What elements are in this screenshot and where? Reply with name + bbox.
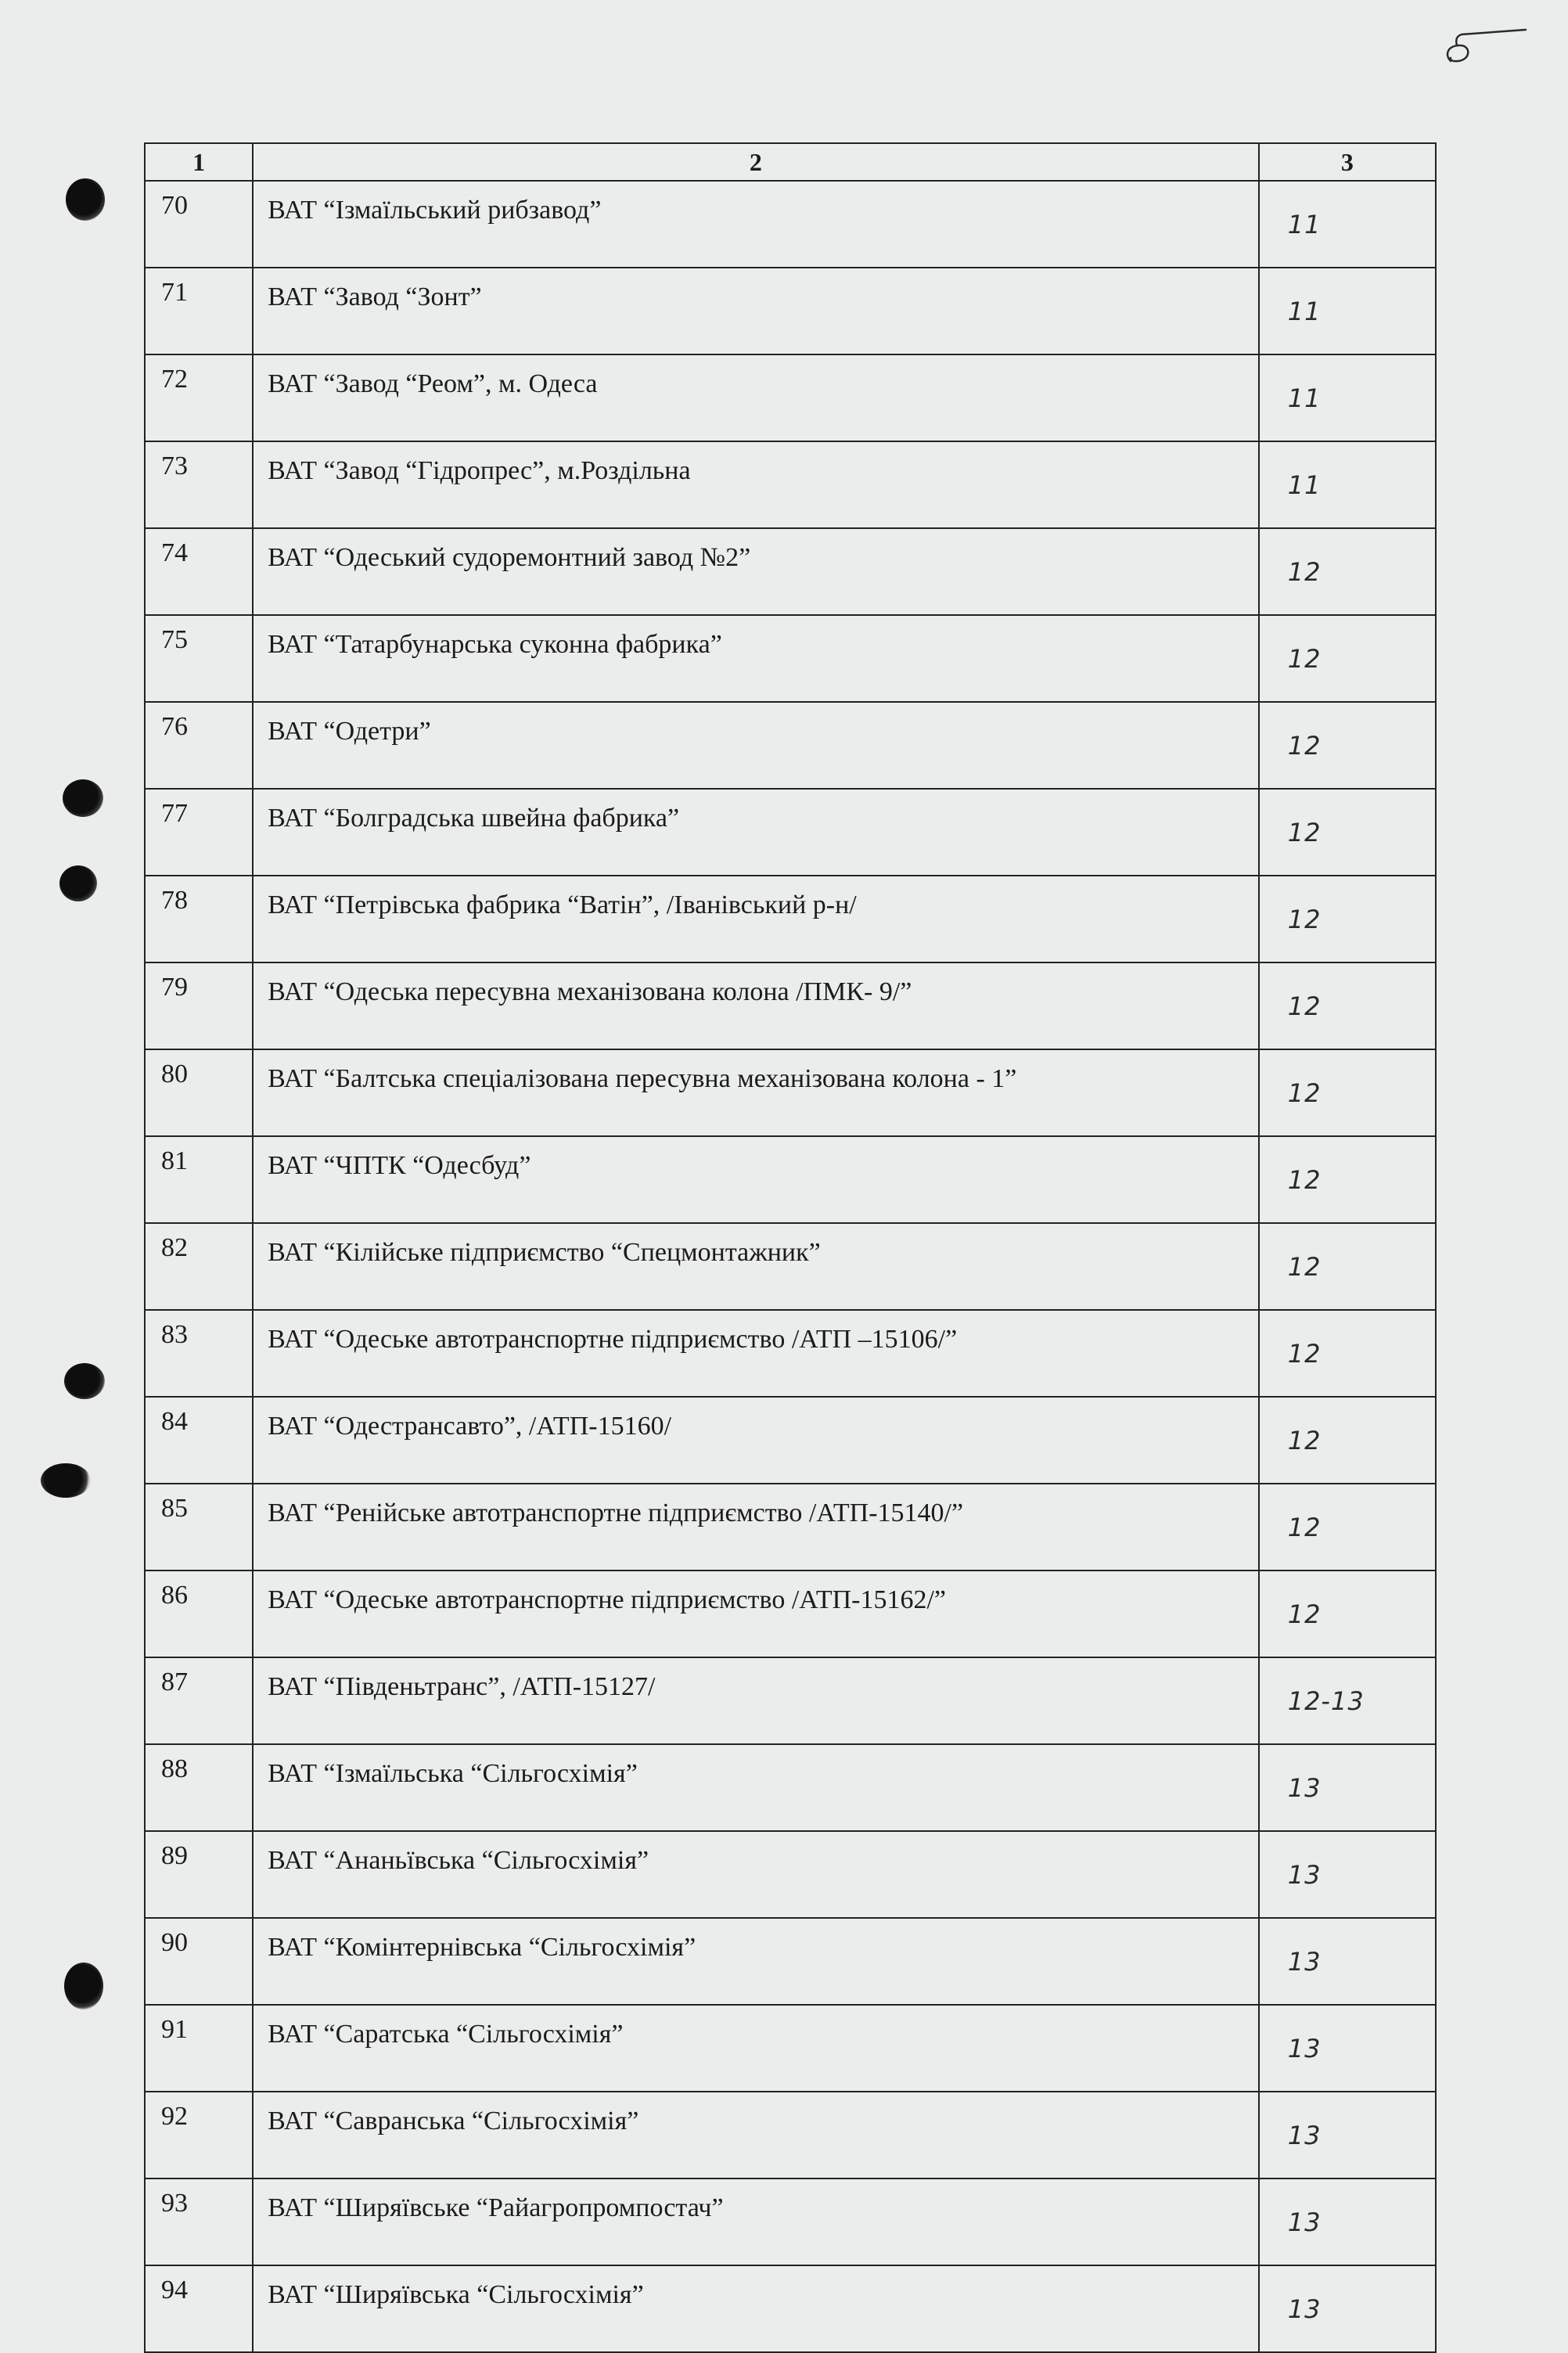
page-cell xyxy=(1259,615,1436,702)
enterprise-name: ВАТ “Одестрансавто”, /АТП-15160/ xyxy=(253,1397,1259,1484)
enterprise-name: ВАТ “Петрівська фабрика “Ватін”, /Іванівський р-н/ xyxy=(253,876,1259,962)
enterprise-name: ВАТ “Ренійське автотранспортне підприємство /АТП-15140/” xyxy=(253,1484,1259,1570)
handwritten-page-ref: 12 xyxy=(1287,557,1322,587)
handwritten-page-ref: 13 xyxy=(1287,2121,1322,2150)
punch-hole xyxy=(66,178,105,221)
punch-hole xyxy=(64,1963,103,2009)
table-row xyxy=(145,528,1436,615)
handwritten-page-ref: 12 xyxy=(1287,1426,1322,1455)
table-row xyxy=(145,268,1436,354)
page-cell xyxy=(1259,1049,1436,1136)
table-row xyxy=(145,181,1436,268)
enterprise-name: ВАТ “ЧПТК “Одесбуд” xyxy=(253,1136,1259,1223)
column-header-page: 3 xyxy=(1259,143,1436,181)
column-header-name: 2 xyxy=(253,143,1259,181)
enterprise-name: ВАТ “Савранська “Сільгосхімія” xyxy=(253,2092,1259,2179)
table-row xyxy=(145,2005,1436,2092)
row-number: 94 xyxy=(145,2265,253,2352)
table-row xyxy=(145,441,1436,528)
handwritten-page-ref: 13 xyxy=(1287,1947,1322,1977)
enterprise-name: ВАТ “Болградська швейна фабрика” xyxy=(253,789,1259,876)
table-row xyxy=(145,1657,1436,1744)
row-number: 88 xyxy=(145,1744,253,1831)
handwritten-page-ref: 11 xyxy=(1287,297,1322,326)
table-row xyxy=(145,1831,1436,1918)
row-number: 79 xyxy=(145,962,253,1049)
handwritten-page-ref: 12 xyxy=(1287,1599,1322,1629)
page-cell xyxy=(1259,1136,1436,1223)
page-cell xyxy=(1259,2092,1436,2179)
row-number: 90 xyxy=(145,1918,253,2005)
handwritten-page-ref: 11 xyxy=(1287,383,1322,413)
row-number: 75 xyxy=(145,615,253,702)
handwritten-page-ref: 13 xyxy=(1287,2294,1322,2324)
enterprise-name: ВАТ “Одеська пересувна механізована колона /ПМК- 9/” xyxy=(253,962,1259,1049)
row-number: 70 xyxy=(145,181,253,268)
page-cell xyxy=(1259,1310,1436,1397)
page-cell xyxy=(1259,2265,1436,2352)
handwritten-page-ref: 13 xyxy=(1287,2207,1322,2237)
table-row xyxy=(145,2265,1436,2352)
page-cell xyxy=(1259,702,1436,789)
row-number: 71 xyxy=(145,268,253,354)
punch-hole xyxy=(41,1463,91,1498)
handwritten-page-ref: 12 xyxy=(1287,1513,1322,1542)
table-row xyxy=(145,1484,1436,1570)
page-cell xyxy=(1259,1831,1436,1918)
handwritten-page-number xyxy=(1440,23,1534,70)
table-row xyxy=(145,1223,1436,1310)
page-cell xyxy=(1259,2179,1436,2265)
punch-hole xyxy=(59,865,97,901)
table-row xyxy=(145,2092,1436,2179)
table-row xyxy=(145,354,1436,441)
page-cell xyxy=(1259,528,1436,615)
enterprise-name: ВАТ “Саратська “Сільгосхімія” xyxy=(253,2005,1259,2092)
enterprise-name: ВАТ “Завод “Реом”, м. Одеса xyxy=(253,354,1259,441)
enterprise-name: ВАТ “Завод “Гідропрес”, м.Роздільна xyxy=(253,441,1259,528)
enterprise-name: ВАТ “Ширяївське “Райагропромпостач” xyxy=(253,2179,1259,2265)
page-cell xyxy=(1259,1397,1436,1484)
table-row xyxy=(145,1397,1436,1484)
column-header-number: 1 xyxy=(145,143,253,181)
row-number: 78 xyxy=(145,876,253,962)
enterprise-name: ВАТ “Ананьївська “Сільгосхімія” xyxy=(253,1831,1259,1918)
page-cell xyxy=(1259,1657,1436,1744)
page-cell xyxy=(1259,876,1436,962)
page-cell xyxy=(1259,181,1436,268)
table-row xyxy=(145,1744,1436,1831)
handwritten-page-ref: 12 xyxy=(1287,731,1322,761)
handwritten-page-ref: 12 xyxy=(1287,1339,1322,1369)
punch-hole xyxy=(63,779,103,817)
table-row xyxy=(145,1136,1436,1223)
page-cell xyxy=(1259,441,1436,528)
row-number: 86 xyxy=(145,1570,253,1657)
row-number: 73 xyxy=(145,441,253,528)
page-cell xyxy=(1259,1918,1436,2005)
row-number: 82 xyxy=(145,1223,253,1310)
row-number: 91 xyxy=(145,2005,253,2092)
row-number: 83 xyxy=(145,1310,253,1397)
table-row xyxy=(145,2179,1436,2265)
enterprise-name: ВАТ “Завод “Зонт” xyxy=(253,268,1259,354)
table-row xyxy=(145,1918,1436,2005)
handwritten-page-ref: 12 xyxy=(1287,905,1322,934)
enterprise-name: ВАТ “Татарбунарська суконна фабрика” xyxy=(253,615,1259,702)
table-row xyxy=(145,876,1436,962)
enterprise-name: ВАТ “Одеський судоремонтний завод №2” xyxy=(253,528,1259,615)
enterprise-name: ВАТ “Одеське автотранспортне підприємство /АТП –15106/” xyxy=(253,1310,1259,1397)
enterprise-name: ВАТ “Ізмаїльський рибзавод” xyxy=(253,181,1259,268)
handwritten-page-ref: 12 xyxy=(1287,644,1322,674)
table-row xyxy=(145,1049,1436,1136)
table-header-row xyxy=(145,143,1436,181)
row-number: 84 xyxy=(145,1397,253,1484)
handwritten-page-ref: 12 xyxy=(1287,1078,1322,1108)
handwritten-page-ref: 11 xyxy=(1287,210,1322,239)
handwritten-page-ref: 12 xyxy=(1287,818,1322,847)
row-number: 76 xyxy=(145,702,253,789)
handwritten-page-ref: 12 xyxy=(1287,991,1322,1021)
enterprise-name: ВАТ “Комінтернівська “Сільгосхімія” xyxy=(253,1918,1259,2005)
enterprise-name: ВАТ “Балтська спеціалізована пересувна механізована колона - 1” xyxy=(253,1049,1259,1136)
row-number: 85 xyxy=(145,1484,253,1570)
enterprise-name: ВАТ “Кілійське підприємство “Спецмонтажник” xyxy=(253,1223,1259,1310)
enterprise-name: ВАТ “Південьтранс”, /АТП-15127/ xyxy=(253,1657,1259,1744)
handwritten-page-ref: 12 xyxy=(1287,1165,1322,1195)
handwritten-page-ref: 13 xyxy=(1287,2034,1322,2063)
row-number: 80 xyxy=(145,1049,253,1136)
enterprise-name: ВАТ “Ізмаїльська “Сільгосхімія” xyxy=(253,1744,1259,1831)
row-number: 89 xyxy=(145,1831,253,1918)
row-number: 87 xyxy=(145,1657,253,1744)
row-number: 81 xyxy=(145,1136,253,1223)
row-number: 72 xyxy=(145,354,253,441)
enterprise-list-table xyxy=(144,142,1437,2353)
page-cell xyxy=(1259,268,1436,354)
enterprise-name: ВАТ “Ширяївська “Сільгосхімія” xyxy=(253,2265,1259,2352)
enterprise-name: ВАТ “Одеське автотранспортне підприємство /АТП-15162/” xyxy=(253,1570,1259,1657)
punch-hole xyxy=(64,1363,105,1399)
enterprise-name: ВАТ “Одетри” xyxy=(253,702,1259,789)
table-body xyxy=(145,181,1436,2352)
table-row xyxy=(145,962,1436,1049)
table-row xyxy=(145,789,1436,876)
row-number: 93 xyxy=(145,2179,253,2265)
table-row xyxy=(145,1310,1436,1397)
table-row xyxy=(145,1570,1436,1657)
handwritten-page-ref: 11 xyxy=(1287,470,1322,500)
handwritten-page-ref: 12 xyxy=(1287,1252,1322,1282)
handwritten-page-ref: 13 xyxy=(1287,1773,1322,1803)
table-row xyxy=(145,702,1436,789)
row-number: 77 xyxy=(145,789,253,876)
row-number: 92 xyxy=(145,2092,253,2179)
page-cell xyxy=(1259,2005,1436,2092)
page-cell xyxy=(1259,1223,1436,1310)
handwritten-page-ref: 13 xyxy=(1287,1860,1322,1890)
page-cell xyxy=(1259,962,1436,1049)
handwritten-page-ref: 12-13 xyxy=(1287,1686,1365,1716)
page-cell xyxy=(1259,789,1436,876)
row-number: 74 xyxy=(145,528,253,615)
table-row xyxy=(145,615,1436,702)
page-cell xyxy=(1259,1744,1436,1831)
page-cell xyxy=(1259,354,1436,441)
page-cell xyxy=(1259,1570,1436,1657)
page-cell xyxy=(1259,1484,1436,1570)
